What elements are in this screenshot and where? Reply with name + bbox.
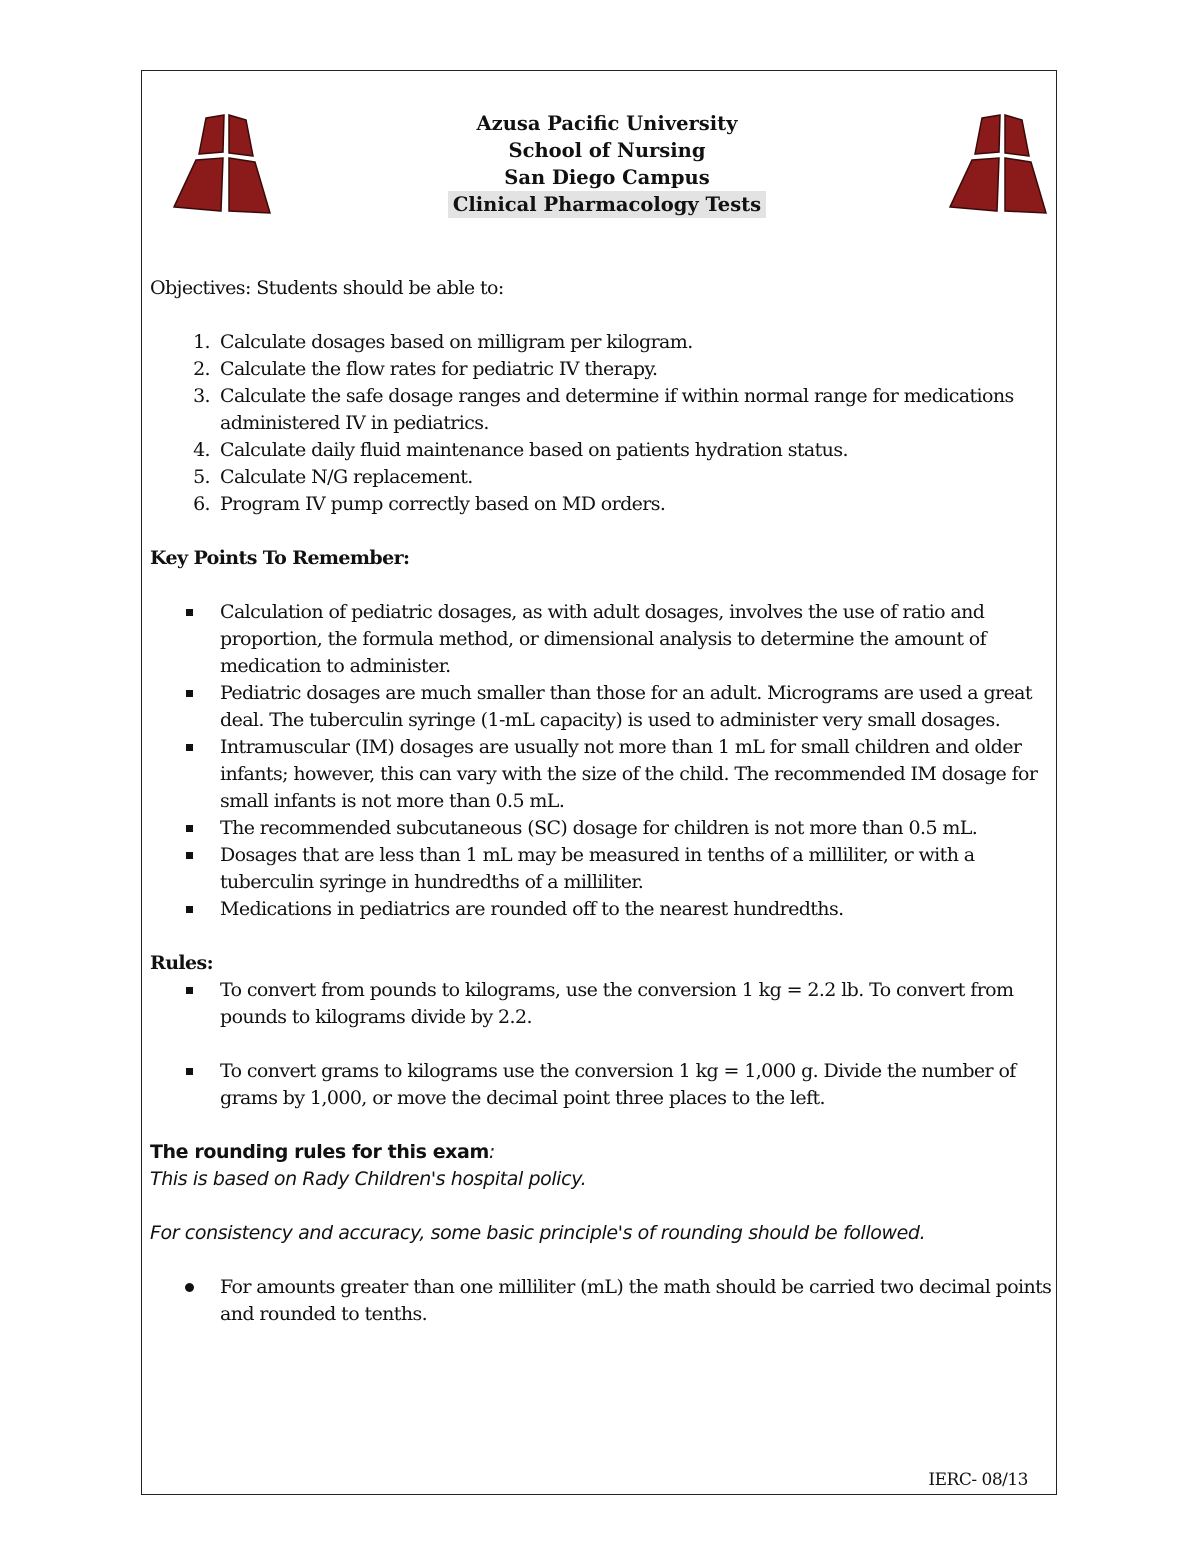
- bullet-square-icon: [186, 852, 193, 859]
- bullet-dot-icon: [185, 1283, 194, 1292]
- course-title: Clinical Pharmacology Tests: [448, 191, 766, 218]
- apu-logo-icon: [946, 114, 1050, 216]
- list-item: 2. Calculate the flow rates for pediatric IV therapy.: [193, 358, 658, 380]
- list-item: 3. Calculate the safe dosage ranges and determine if within normal range for medications administered IV in pediatrics.: [193, 385, 1014, 434]
- bullet-square-icon: [186, 609, 193, 616]
- document-header: [300, 110, 914, 218]
- list-item: 6. Program IV pump correctly based on MD orders.: [193, 493, 666, 515]
- bullet-square-icon: [186, 825, 193, 832]
- key-points-heading: Key Points To Remember:: [150, 547, 410, 569]
- list-item: Calculation of pediatric dosages, as with adult dosages, involves the use of ratio and proportion, the formula method, or dimensional analysis to determine the amount of medication to administer.: [150, 599, 1055, 680]
- apu-logo-icon: [170, 114, 274, 216]
- bullet-square-icon: [186, 744, 193, 751]
- list-item: To convert from pounds to kilograms, use the conversion 1 kg = 2.2 lb. To convert from pounds to kilograms divide by 2.2.: [150, 977, 1055, 1031]
- list-item: The recommended subcutaneous (SC) dosage for children is not more than 0.5 mL.: [150, 815, 1055, 842]
- bullet-square-icon: [186, 987, 193, 994]
- list-item: 5. Calculate N/G replacement.: [193, 466, 473, 488]
- rounding-principle: For consistency and accuracy, some basic principle's of rounding should be followed.: [150, 1222, 926, 1244]
- list-item: 1. Calculate dosages based on milligram per kilogram.: [193, 331, 693, 353]
- university-name: Azusa Pacific University: [476, 112, 738, 135]
- campus-name: San Diego Campus: [504, 166, 710, 189]
- list-item: For amounts greater than one milliliter (mL) the math should be carried two decimal points and rounded to tenths.: [150, 1274, 1055, 1328]
- rounding-list: [150, 1274, 1055, 1328]
- bullet-square-icon: [186, 906, 193, 913]
- objectives-list: [150, 329, 1055, 518]
- list-item: Dosages that are less than 1 mL may be measured in tenths of a milliliter, or with a tuberculin syringe in hundredths of a milliliter.: [150, 842, 1055, 896]
- footer-code: IERC- 08/13: [928, 1470, 1028, 1490]
- key-points-list: [150, 599, 1055, 923]
- bullet-square-icon: [186, 1068, 193, 1075]
- rounding-policy: This is based on Rady Children's hospital policy.: [150, 1168, 587, 1190]
- bullet-square-icon: [186, 690, 193, 697]
- objectives-intro: Objectives: Students should be able to:: [150, 277, 504, 299]
- list-item: Intramuscular (IM) dosages are usually not more than 1 mL for small children and older infants; however, this can vary with the size of the child. The recommended IM dosage for small infants is not more than 0.5 mL.: [150, 734, 1055, 815]
- document-body: [150, 275, 1055, 1328]
- rounding-rules-title: The rounding rules for this exam:: [150, 1141, 495, 1163]
- list-item: To convert grams to kilograms use the conversion 1 kg = 1,000 g. Divide the number of grams by 1,000, or move the decimal point three places to the left.: [150, 1058, 1055, 1112]
- list-item: Medications in pediatrics are rounded off to the nearest hundredths.: [150, 896, 1055, 923]
- rules-heading: Rules:: [150, 952, 214, 974]
- list-item: 4. Calculate daily fluid maintenance based on patients hydration status.: [193, 439, 848, 461]
- school-name: School of Nursing: [508, 139, 706, 162]
- list-item: Pediatric dosages are much smaller than those for an adult. Micrograms are used a great deal. The tuberculin syringe (1-mL capacity) is used to administer very small dosages.: [150, 680, 1055, 734]
- rules-list: [150, 977, 1055, 1112]
